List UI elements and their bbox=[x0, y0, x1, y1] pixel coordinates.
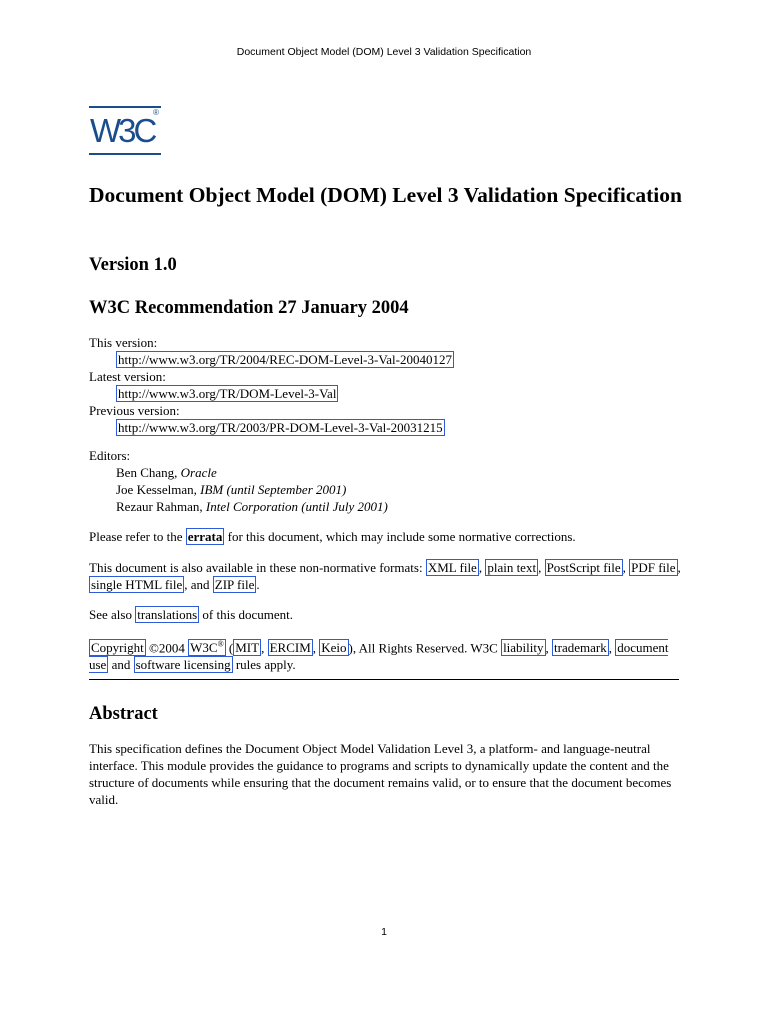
editors-label: Editors: bbox=[89, 448, 131, 463]
errata-paragraph: Please refer to the errata for this document, which may include some normative corrections. bbox=[89, 529, 576, 544]
version-heading: Version 1.0 bbox=[89, 255, 177, 275]
logo-top-rule bbox=[89, 106, 161, 108]
software-licensing-link[interactable]: software licensing bbox=[135, 657, 231, 673]
trademark-link[interactable]: trademark bbox=[554, 640, 607, 656]
copyright-paragraph: Copyright ©2004 W3C® ( MIT , ERCIM , Keio ), All Rights Reserved. W3C liability , trademark , document use and software licensing rules apply. bbox=[89, 640, 669, 673]
w3c-logo-text: W3C bbox=[90, 112, 155, 149]
editor-name: Joe Kesselman, bbox=[116, 482, 201, 497]
editors-list bbox=[89, 447, 388, 515]
editor-item bbox=[89, 498, 388, 515]
liability-link[interactable]: liability bbox=[503, 640, 544, 656]
editor-affiliation: Oracle bbox=[180, 465, 217, 480]
previous-version-label: Previous version: bbox=[89, 403, 180, 418]
editor-affiliation: Intel Corporation (until July 2001) bbox=[205, 499, 388, 514]
status-heading: W3C Recommendation 27 January 2004 bbox=[89, 298, 409, 318]
editor-name: Rezaur Rahman, bbox=[116, 499, 206, 514]
latest-version-link[interactable]: http://www.w3.org/TR/DOM-Level-3-Val bbox=[118, 386, 337, 401]
editor-item bbox=[89, 481, 388, 498]
running-header: Document Object Model (DOM) Level 3 Validation Specification bbox=[236, 46, 532, 58]
pdf-file-link[interactable]: PDF file bbox=[631, 560, 676, 575]
previous-version-link[interactable]: http://www.w3.org/TR/2003/PR-DOM-Level-3-Val-20031215 bbox=[118, 420, 443, 435]
editor-item bbox=[89, 464, 388, 481]
keio-link[interactable]: Keio bbox=[321, 640, 347, 656]
document-title: Document Object Model (DOM) Level 3 Validation Specification bbox=[89, 183, 682, 207]
logo-bottom-rule bbox=[89, 153, 161, 155]
copyright-link[interactable]: Copyright bbox=[91, 640, 144, 656]
abstract-heading: Abstract bbox=[89, 704, 158, 724]
errata-link[interactable]: errata bbox=[187, 529, 223, 544]
w3c-logo[interactable] bbox=[89, 106, 163, 158]
mit-link[interactable]: MIT bbox=[235, 640, 260, 656]
editor-name: Ben Chang, bbox=[116, 465, 181, 480]
translations-paragraph: See also translations of this document. bbox=[89, 607, 294, 622]
w3c-link[interactable]: W3C® bbox=[190, 640, 224, 656]
editor-affiliation: IBM (until September 2001) bbox=[200, 482, 347, 497]
version-list bbox=[89, 334, 454, 436]
this-version-label: This version: bbox=[89, 335, 158, 350]
plain-text-link[interactable]: plain text bbox=[487, 560, 537, 575]
xml-file-link[interactable]: XML file bbox=[427, 560, 477, 575]
horizontal-rule bbox=[89, 679, 679, 680]
postscript-file-link[interactable]: PostScript file bbox=[546, 560, 621, 575]
document-use-link[interactable]: document use bbox=[89, 640, 669, 673]
this-version-link[interactable]: http://www.w3.org/TR/2004/REC-DOM-Level-3-Val-20040127 bbox=[118, 352, 452, 367]
ercim-link[interactable]: ERCIM bbox=[269, 640, 311, 656]
abstract-text: This specification defines the Document Object Model Validation Level 3, a platform- and language-neutral interface. This module provides the guidance to programs and scripts to dynamically update the content and the structure of documents while ensuring that the document remains valid, or to ensure that the document becomes valid. bbox=[89, 741, 672, 807]
page-number: 1 bbox=[381, 926, 387, 938]
registered-mark: ® bbox=[153, 108, 159, 117]
single-html-file-link[interactable]: single HTML file bbox=[91, 577, 183, 592]
translations-link[interactable]: translations bbox=[137, 607, 198, 622]
formats-paragraph: This document is also available in these non-normative formats: XML file , plain text , PostScript file , PDF file , single HTML file , and ZIP file . bbox=[89, 560, 681, 592]
zip-file-link[interactable]: ZIP file bbox=[214, 577, 255, 592]
latest-version-label: Latest version: bbox=[89, 369, 166, 384]
